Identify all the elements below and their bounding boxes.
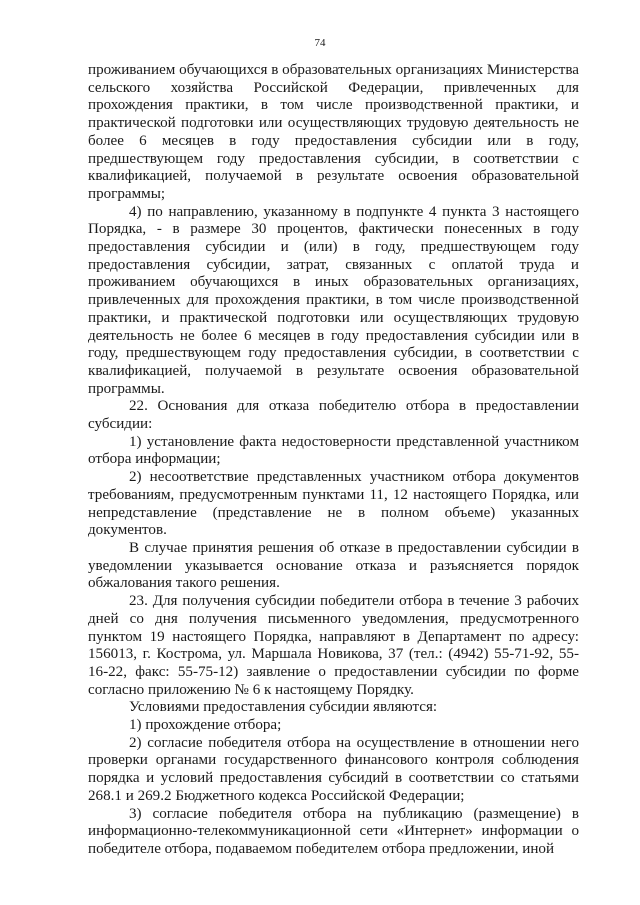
paragraph-clause-22: 22. Основания для отказа победителю отбора в предоставлении субсидии: xyxy=(88,398,579,433)
paragraph-item-4: 4) по направлению, указанному в подпункте 4 пункта 3 настоящего Порядка, - в размере 30 процентов, фактически понесенных в году предоставления субсидии и (или) в году, предшествующем году предоставления субсидии, затрат, связанных с оплатой труда и проживанием обучающихся в иных образовательных организациях, привлеченных для прохождения практики, в том числе производственной практики, и практической подготовки или осуществляющих трудовую деятельность не более 6 месяцев в году предоставления субсидии или в году, предшествующем году предоставления субсидии, в соответствии с квалификацией, получаемой в результате освоения образовательной программы. xyxy=(88,203,579,397)
paragraph-refusal-notice: В случае принятия решения об отказе в предоставлении субсидии в уведомлении указывается основание отказа и разъясняется порядок обжалования такого решения. xyxy=(88,539,579,592)
paragraph-condition-1: 1) прохождение отбора; xyxy=(129,717,282,734)
paragraph-conditions-heading: Условиями предоставления субсидии являются: xyxy=(129,699,438,716)
paragraph-clause-23: 23. Для получения субсидии победители отбора в течение 3 рабочих дней со дня получения письменного уведомления, предусмотренного пунктом 19 настоящего Порядка, направляют в Департамент по адресу: 156013, г. Кострома, ул. Маршала Новикова, 37 (тел.: (4942) 55-71-92, 55-16-22, факс: 55-75-12) заявление о предоставлении субсидии по форме согласно приложению № 6 к настоящему Порядку. xyxy=(88,593,579,698)
paragraph-condition-3: 3) согласие победителя отбора на публикацию (размещение) в информационно-телекоммуникационной сети «Интернет» информации о победителе отбора, подаваемом победителем отбора предложении, иной xyxy=(88,805,579,857)
paragraph-refusal-2: 2) несоответствие представленных участником отбора документов требованиям, предусмотренным пунктами 11, 12 настоящего Порядка, или непредставление (представление не в полном объеме) указанных документов. xyxy=(88,469,579,539)
body-text xyxy=(88,62,579,859)
paragraph-continuation: проживанием обучающихся в образовательных организациях Министерства сельского хозяйства Российской Федерации, привлеченных для прохождения практики, в том числе производственной практики, и практической подготовки или осуществляющих трудовую деятельность не более 6 месяцев в году предоставления субсидии или в году, предшествующем году предоставления субсидии, в соответствии с квалификацией, получаемой в результате освоения образовательной программы; xyxy=(88,62,579,202)
page-number: 74 xyxy=(314,37,326,49)
paragraph-condition-2: 2) согласие победителя отбора на осуществление в отношении него проверки органами государственного финансового контроля соблюдения порядка и условий предоставления субсидий в соответствии со статьями 268.1 и 269.2 Бюджетного кодекса Российской Федерации; xyxy=(88,734,579,804)
paragraph-refusal-1: 1) установление факта недостоверности представленной участником отбора информации; xyxy=(88,433,579,468)
